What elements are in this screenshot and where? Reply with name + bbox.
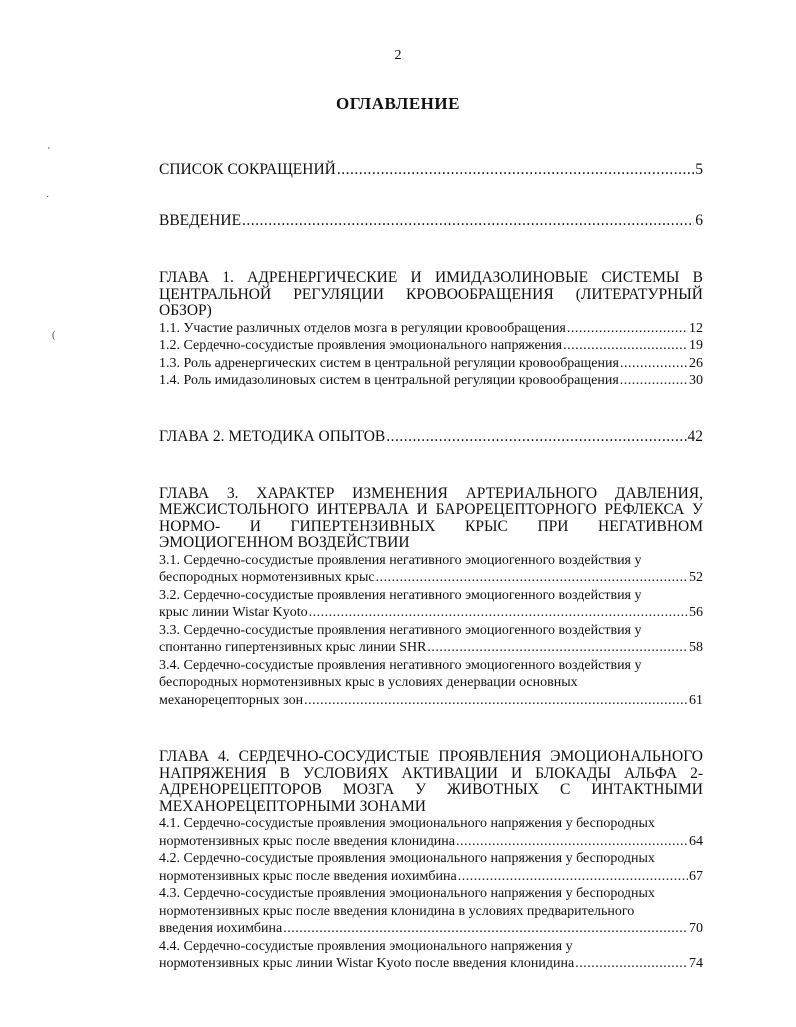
toc-entry-text: 4.4. Сердечно-сосудистые проявления эмоционального напряжения у [159, 938, 573, 954]
toc-entry-text: беспородных нормотензивных крыс [159, 570, 375, 585]
toc-entry-text: 3.3. Сердечно-сосудистые проявления негативного эмоциогенного воздействия у [159, 622, 642, 638]
toc-page-number: 19 [689, 338, 703, 353]
dot-leader [242, 211, 694, 230]
toc-page-number: 5 [695, 161, 703, 178]
dot-leader [456, 833, 688, 851]
dot-leader [337, 160, 694, 179]
dot-leader [563, 337, 688, 355]
toc-entry-abbreviations[interactable] [159, 160, 703, 179]
toc-entry-1-4[interactable] [159, 372, 703, 390]
toc-entry-4-2[interactable] [159, 850, 703, 885]
dot-leader [386, 427, 686, 446]
dot-leader [427, 639, 688, 657]
toc-page-number: 61 [689, 692, 703, 708]
scan-speck: · [46, 192, 50, 203]
chapter-3-heading[interactable]: ГЛАВА 3. ХАРАКТЕР ИЗМЕНЕНИЯ АРТЕРИАЛЬНОГО ДАВЛЕНИЯ, МЕЖСИСТОЛЬНОГО ИНТЕРВАЛА И БАРОРЕЦЕПТОРНОГО РЕФЛЕКСА У НОРМО- И ГИПЕРТЕНЗИВНЫХ КРЫС ПРИ НЕГАТИВНОМ ЭМОЦИОГЕННОМ ВОЗДЕЙСТВИИ [159, 484, 703, 551]
scan-speck: ( [52, 330, 56, 341]
toc-page-number: 30 [689, 373, 703, 388]
toc-entry-text: введения иохимбина [159, 921, 283, 936]
toc-entry-text: механорецепторных зон [159, 692, 304, 708]
toc-entry-text: ГЛАВА 2. МЕТОДИКА ОПЫТОВ [159, 427, 386, 445]
toc-page-number: 70 [689, 921, 703, 936]
toc-entry-text: спонтанно гипертензивных крыс линии SHR [159, 640, 427, 655]
toc-entry-4-3[interactable] [159, 885, 703, 938]
dot-leader [376, 569, 688, 587]
toc-page-number: 6 [695, 212, 703, 229]
toc-entry-chapter-2[interactable] [159, 427, 703, 446]
toc-entry-text: ВВЕДЕНИЕ [159, 212, 242, 229]
toc-entry-text: 4.1. Сердечно-сосудистые проявления эмоционального напряжения у беспородных [159, 816, 655, 831]
toc-entry-1-1[interactable] [159, 320, 703, 338]
toc-page-number: 58 [689, 640, 703, 655]
toc-page-number: 74 [689, 956, 703, 971]
table-of-contents [159, 160, 703, 973]
toc-entry-text: 1.1. Участие различных отделов мозга в регуляции кровообращения [159, 320, 566, 336]
toc-page-number: 67 [689, 868, 703, 884]
page-title: ОГЛАВЛЕНИЕ [336, 94, 460, 113]
toc-entry-text: СПИСОК СОКРАЩЕНИЙ [159, 161, 336, 178]
toc-entry-text: нормотензивных крыс после введения иохимбина [159, 868, 457, 884]
dot-leader [620, 355, 688, 373]
toc-entry-1-2[interactable] [159, 337, 703, 355]
toc-entry-text: нормотензивных крыс после введения клонидина в условиях предварительного [159, 903, 635, 919]
toc-entry-text: 3.2. Сердечно-сосудистые проявления негативного эмоциогенного воздействия у [159, 587, 642, 603]
toc-page-number: 52 [689, 570, 703, 585]
dot-leader [304, 692, 688, 710]
toc-page-number: 12 [689, 320, 703, 336]
dot-leader [283, 920, 688, 938]
toc-entry-text: крыс линии Wistar Kyoto [159, 605, 308, 620]
scan-speck: ' [48, 146, 50, 157]
toc-entry-3-3[interactable] [159, 622, 703, 657]
toc-page-number: 26 [689, 355, 703, 371]
toc-entry-text: 1.2. Сердечно-сосудистые проявления эмоционального напряжения [159, 338, 563, 353]
toc-entry-text: 3.4. Сердечно-сосудистые проявления негативного эмоциогенного воздействия у [159, 657, 642, 673]
toc-entry-text: 3.1. Сердечно-сосудистые проявления негативного эмоциогенного воздействия у [159, 552, 642, 568]
toc-entry-text: нормотензивных крыс после введения клонидина [159, 833, 456, 849]
toc-entry-1-3[interactable] [159, 355, 703, 373]
chapter-1-heading[interactable]: ГЛАВА 1. АДРЕНЕРГИЧЕСКИЕ И ИМИДАЗОЛИНОВЫЕ СИСТЕМЫ В ЦЕНТРАЛЬНОЙ РЕГУЛЯЦИИ КРОВООБРАЩЕНИЯ (ЛИТЕРАТУРНЫЙ ОБЗОР) [159, 269, 703, 319]
toc-entry-text: 1.3. Роль адренергических систем в центральной регуляции кровообращения [159, 355, 619, 371]
dot-leader [309, 604, 688, 622]
dot-leader [620, 372, 688, 390]
toc-page-number: 56 [689, 605, 703, 620]
chapter-4-heading[interactable]: ГЛАВА 4. СЕРДЕЧНО-СОСУДИСТЫЕ ПРОЯВЛЕНИЯ ЭМОЦИОНАЛЬНОГО НАПРЯЖЕНИЯ В УСЛОВИЯХ АКТИВАЦИИ И БЛОКАДЫ АЛЬФА 2-АДРЕНОРЕЦЕПТОРОВ МОЗГА У ЖИВОТНЫХ С ИНТАКТНЫМИ МЕХАНОРЕЦЕПТОРНЫМИ ЗОНАМИ [159, 748, 703, 815]
dot-leader [575, 955, 688, 973]
toc-entry-3-2[interactable] [159, 587, 703, 622]
toc-entry-text: нормотензивных крыс линии Wistar Kyoto после введения клонидина [159, 956, 575, 971]
dot-leader [458, 868, 688, 886]
page-number: 2 [394, 48, 402, 63]
toc-page-number: 42 [687, 427, 703, 445]
dot-leader [567, 320, 688, 338]
toc-entry-text: беспородных нормотензивных крыс в условиях денервации основных [159, 675, 578, 690]
toc-entry-text: 1.4. Роль имидазолиновых систем в центральной регуляции кровообращения [159, 373, 619, 388]
toc-entry-4-1[interactable] [159, 815, 703, 850]
toc-entry-3-4[interactable] [159, 657, 703, 710]
toc-entry-4-4[interactable] [159, 938, 703, 973]
toc-entry-text: 4.2. Сердечно-сосудистые проявления эмоционального напряжения у беспородных [159, 851, 655, 866]
toc-entry-introduction[interactable] [159, 211, 703, 230]
toc-entry-text: 4.3. Сердечно-сосудистые проявления эмоционального напряжения у беспородных [159, 886, 655, 901]
toc-page-number: 64 [689, 833, 703, 849]
toc-entry-3-1[interactable] [159, 552, 703, 587]
